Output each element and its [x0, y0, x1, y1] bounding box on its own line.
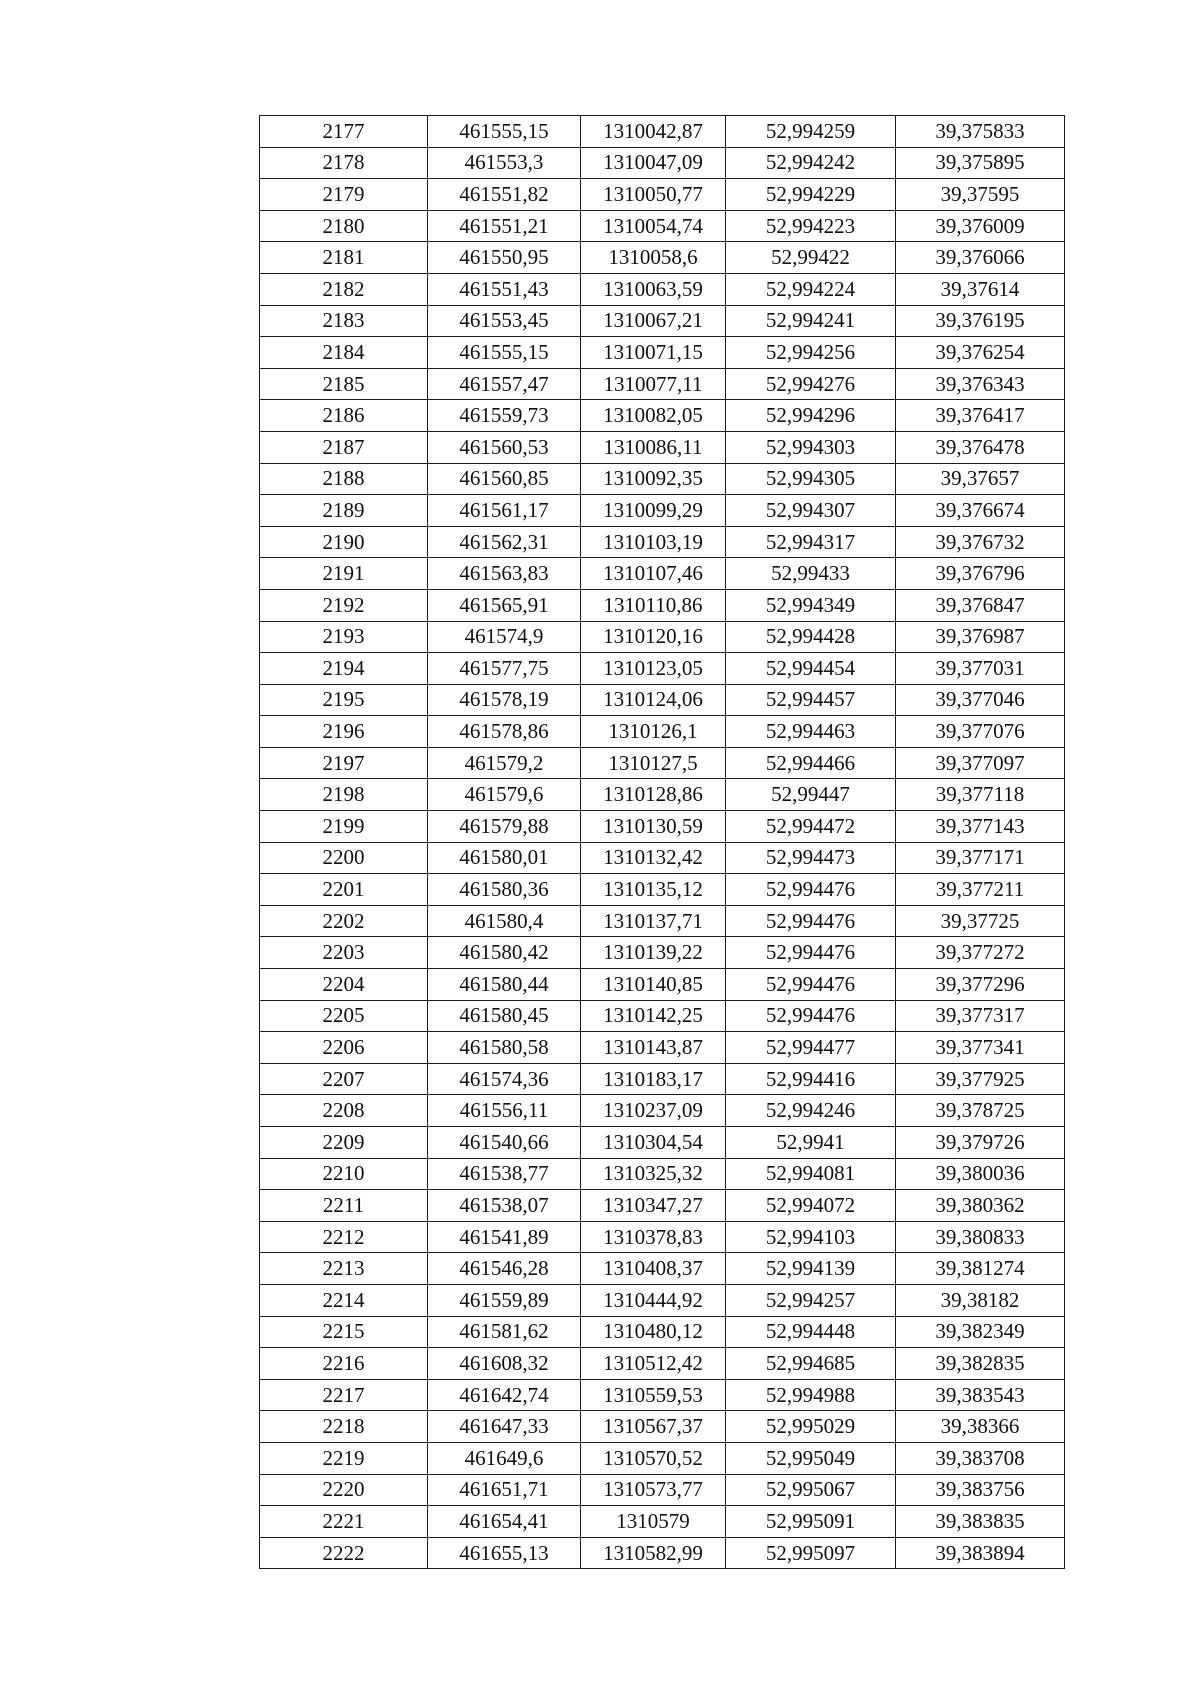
point-number-cell: 2221	[260, 1506, 428, 1538]
table-row	[260, 1411, 1065, 1443]
latitude-cell: 52,995091	[726, 1506, 896, 1538]
longitude-cell: 39,376254	[896, 337, 1065, 369]
y-coordinate-cell: 1310042,87	[581, 116, 726, 148]
y-coordinate-cell: 1310579	[581, 1506, 726, 1538]
latitude-cell: 52,994259	[726, 116, 896, 148]
x-coordinate-cell: 461562,31	[428, 526, 581, 558]
point-number-cell: 2194	[260, 653, 428, 685]
latitude-cell: 52,994242	[726, 147, 896, 179]
latitude-cell: 52,994476	[726, 905, 896, 937]
point-number-cell: 2184	[260, 337, 428, 369]
point-number-cell: 2204	[260, 969, 428, 1001]
longitude-cell: 39,37657	[896, 463, 1065, 495]
longitude-cell: 39,383543	[896, 1379, 1065, 1411]
y-coordinate-cell: 1310304,54	[581, 1127, 726, 1159]
x-coordinate-cell: 461546,28	[428, 1253, 581, 1285]
latitude-cell: 52,994081	[726, 1158, 896, 1190]
x-coordinate-cell: 461538,07	[428, 1190, 581, 1222]
x-coordinate-cell: 461579,2	[428, 747, 581, 779]
longitude-cell: 39,382349	[896, 1316, 1065, 1348]
x-coordinate-cell: 461551,21	[428, 210, 581, 242]
latitude-cell: 52,994307	[726, 495, 896, 527]
longitude-cell: 39,376987	[896, 621, 1065, 653]
longitude-cell: 39,377317	[896, 1000, 1065, 1032]
x-coordinate-cell: 461579,88	[428, 811, 581, 843]
point-number-cell: 2196	[260, 716, 428, 748]
y-coordinate-cell: 1310325,32	[581, 1158, 726, 1190]
table-row	[260, 431, 1065, 463]
table-row	[260, 179, 1065, 211]
x-coordinate-cell: 461559,73	[428, 400, 581, 432]
x-coordinate-cell: 461580,42	[428, 937, 581, 969]
point-number-cell: 2211	[260, 1190, 428, 1222]
table-row	[260, 337, 1065, 369]
coordinates-table-body	[260, 116, 1065, 1569]
table-row	[260, 368, 1065, 400]
table-row	[260, 1442, 1065, 1474]
longitude-cell: 39,377296	[896, 969, 1065, 1001]
y-coordinate-cell: 1310140,85	[581, 969, 726, 1001]
x-coordinate-cell: 461555,15	[428, 116, 581, 148]
point-number-cell: 2182	[260, 273, 428, 305]
y-coordinate-cell: 1310123,05	[581, 653, 726, 685]
y-coordinate-cell: 1310092,35	[581, 463, 726, 495]
x-coordinate-cell: 461560,53	[428, 431, 581, 463]
y-coordinate-cell: 1310143,87	[581, 1032, 726, 1064]
longitude-cell: 39,37614	[896, 273, 1065, 305]
x-coordinate-cell: 461559,89	[428, 1284, 581, 1316]
point-number-cell: 2178	[260, 147, 428, 179]
x-coordinate-cell: 461550,95	[428, 242, 581, 274]
latitude-cell: 52,994463	[726, 716, 896, 748]
point-number-cell: 2183	[260, 305, 428, 337]
y-coordinate-cell: 1310063,59	[581, 273, 726, 305]
latitude-cell: 52,994472	[726, 811, 896, 843]
latitude-cell: 52,994457	[726, 684, 896, 716]
table-row	[260, 684, 1065, 716]
point-number-cell: 2213	[260, 1253, 428, 1285]
x-coordinate-cell: 461538,77	[428, 1158, 581, 1190]
latitude-cell: 52,994223	[726, 210, 896, 242]
latitude-cell: 52,994224	[726, 273, 896, 305]
latitude-cell: 52,995097	[726, 1537, 896, 1569]
table-row	[260, 969, 1065, 1001]
longitude-cell: 39,375833	[896, 116, 1065, 148]
x-coordinate-cell: 461556,11	[428, 1095, 581, 1127]
x-coordinate-cell: 461561,17	[428, 495, 581, 527]
latitude-cell: 52,994276	[726, 368, 896, 400]
point-number-cell: 2198	[260, 779, 428, 811]
y-coordinate-cell: 1310067,21	[581, 305, 726, 337]
y-coordinate-cell: 1310183,17	[581, 1063, 726, 1095]
longitude-cell: 39,375895	[896, 147, 1065, 179]
y-coordinate-cell: 1310071,15	[581, 337, 726, 369]
x-coordinate-cell: 461553,45	[428, 305, 581, 337]
y-coordinate-cell: 1310120,16	[581, 621, 726, 653]
x-coordinate-cell: 461579,6	[428, 779, 581, 811]
longitude-cell: 39,383835	[896, 1506, 1065, 1538]
y-coordinate-cell: 1310127,5	[581, 747, 726, 779]
y-coordinate-cell: 1310582,99	[581, 1537, 726, 1569]
point-number-cell: 2217	[260, 1379, 428, 1411]
x-coordinate-cell: 461580,45	[428, 1000, 581, 1032]
point-number-cell: 2177	[260, 116, 428, 148]
longitude-cell: 39,376195	[896, 305, 1065, 337]
table-row	[260, 1348, 1065, 1380]
point-number-cell: 2208	[260, 1095, 428, 1127]
y-coordinate-cell: 1310142,25	[581, 1000, 726, 1032]
latitude-cell: 52,9941	[726, 1127, 896, 1159]
longitude-cell: 39,376674	[896, 495, 1065, 527]
table-row	[260, 1127, 1065, 1159]
x-coordinate-cell: 461574,36	[428, 1063, 581, 1095]
table-row	[260, 526, 1065, 558]
longitude-cell: 39,377143	[896, 811, 1065, 843]
longitude-cell: 39,376066	[896, 242, 1065, 274]
y-coordinate-cell: 1310099,29	[581, 495, 726, 527]
point-number-cell: 2220	[260, 1474, 428, 1506]
latitude-cell: 52,994476	[726, 874, 896, 906]
longitude-cell: 39,377171	[896, 842, 1065, 874]
latitude-cell: 52,994988	[726, 1379, 896, 1411]
point-number-cell: 2199	[260, 811, 428, 843]
x-coordinate-cell: 461574,9	[428, 621, 581, 653]
longitude-cell: 39,381274	[896, 1253, 1065, 1285]
table-row	[260, 1474, 1065, 1506]
x-coordinate-cell: 461541,89	[428, 1221, 581, 1253]
latitude-cell: 52,994476	[726, 969, 896, 1001]
x-coordinate-cell: 461557,47	[428, 368, 581, 400]
table-row	[260, 937, 1065, 969]
longitude-cell: 39,376732	[896, 526, 1065, 558]
latitude-cell: 52,994256	[726, 337, 896, 369]
latitude-cell: 52,994317	[726, 526, 896, 558]
table-row	[260, 842, 1065, 874]
latitude-cell: 52,994139	[726, 1253, 896, 1285]
point-number-cell: 2203	[260, 937, 428, 969]
coordinates-table	[259, 115, 1065, 1569]
y-coordinate-cell: 1310058,6	[581, 242, 726, 274]
latitude-cell: 52,995049	[726, 1442, 896, 1474]
longitude-cell: 39,377118	[896, 779, 1065, 811]
point-number-cell: 2188	[260, 463, 428, 495]
longitude-cell: 39,377031	[896, 653, 1065, 685]
x-coordinate-cell: 461551,43	[428, 273, 581, 305]
table-row	[260, 1000, 1065, 1032]
table-row	[260, 589, 1065, 621]
x-coordinate-cell: 461553,3	[428, 147, 581, 179]
x-coordinate-cell: 461578,86	[428, 716, 581, 748]
point-number-cell: 2209	[260, 1127, 428, 1159]
table-row	[260, 558, 1065, 590]
table-row	[260, 1032, 1065, 1064]
point-number-cell: 2189	[260, 495, 428, 527]
longitude-cell: 39,376343	[896, 368, 1065, 400]
point-number-cell: 2212	[260, 1221, 428, 1253]
y-coordinate-cell: 1310128,86	[581, 779, 726, 811]
longitude-cell: 39,383708	[896, 1442, 1065, 1474]
longitude-cell: 39,377272	[896, 937, 1065, 969]
table-row	[260, 1063, 1065, 1095]
latitude-cell: 52,994454	[726, 653, 896, 685]
x-coordinate-cell: 461565,91	[428, 589, 581, 621]
point-number-cell: 2193	[260, 621, 428, 653]
latitude-cell: 52,994476	[726, 1000, 896, 1032]
x-coordinate-cell: 461581,62	[428, 1316, 581, 1348]
longitude-cell: 39,376847	[896, 589, 1065, 621]
y-coordinate-cell: 1310077,11	[581, 368, 726, 400]
point-number-cell: 2179	[260, 179, 428, 211]
point-number-cell: 2186	[260, 400, 428, 432]
y-coordinate-cell: 1310047,09	[581, 147, 726, 179]
longitude-cell: 39,382835	[896, 1348, 1065, 1380]
point-number-cell: 2190	[260, 526, 428, 558]
y-coordinate-cell: 1310107,46	[581, 558, 726, 590]
point-number-cell: 2219	[260, 1442, 428, 1474]
longitude-cell: 39,376417	[896, 400, 1065, 432]
table-row	[260, 1190, 1065, 1222]
latitude-cell: 52,994466	[726, 747, 896, 779]
latitude-cell: 52,994229	[726, 179, 896, 211]
x-coordinate-cell: 461578,19	[428, 684, 581, 716]
longitude-cell: 39,378725	[896, 1095, 1065, 1127]
point-number-cell: 2191	[260, 558, 428, 590]
latitude-cell: 52,994476	[726, 937, 896, 969]
x-coordinate-cell: 461577,75	[428, 653, 581, 685]
table-row	[260, 1537, 1065, 1569]
point-number-cell: 2207	[260, 1063, 428, 1095]
longitude-cell: 39,383756	[896, 1474, 1065, 1506]
latitude-cell: 52,99447	[726, 779, 896, 811]
x-coordinate-cell: 461580,01	[428, 842, 581, 874]
longitude-cell: 39,377046	[896, 684, 1065, 716]
table-row	[260, 210, 1065, 242]
longitude-cell: 39,380036	[896, 1158, 1065, 1190]
longitude-cell: 39,38182	[896, 1284, 1065, 1316]
x-coordinate-cell: 461608,32	[428, 1348, 581, 1380]
x-coordinate-cell: 461551,82	[428, 179, 581, 211]
longitude-cell: 39,380362	[896, 1190, 1065, 1222]
table-row	[260, 147, 1065, 179]
x-coordinate-cell: 461580,58	[428, 1032, 581, 1064]
latitude-cell: 52,995029	[726, 1411, 896, 1443]
table-row	[260, 463, 1065, 495]
latitude-cell: 52,99422	[726, 242, 896, 274]
latitude-cell: 52,995067	[726, 1474, 896, 1506]
latitude-cell: 52,994246	[726, 1095, 896, 1127]
y-coordinate-cell: 1310124,06	[581, 684, 726, 716]
point-number-cell: 2181	[260, 242, 428, 274]
latitude-cell: 52,994685	[726, 1348, 896, 1380]
x-coordinate-cell: 461649,6	[428, 1442, 581, 1474]
longitude-cell: 39,376478	[896, 431, 1065, 463]
x-coordinate-cell: 461555,15	[428, 337, 581, 369]
point-number-cell: 2216	[260, 1348, 428, 1380]
latitude-cell: 52,994305	[726, 463, 896, 495]
latitude-cell: 52,994448	[726, 1316, 896, 1348]
x-coordinate-cell: 461642,74	[428, 1379, 581, 1411]
x-coordinate-cell: 461580,36	[428, 874, 581, 906]
y-coordinate-cell: 1310082,05	[581, 400, 726, 432]
longitude-cell: 39,383894	[896, 1537, 1065, 1569]
latitude-cell: 52,994241	[726, 305, 896, 337]
point-number-cell: 2192	[260, 589, 428, 621]
latitude-cell: 52,994103	[726, 1221, 896, 1253]
y-coordinate-cell: 1310103,19	[581, 526, 726, 558]
table-row	[260, 905, 1065, 937]
y-coordinate-cell: 1310512,42	[581, 1348, 726, 1380]
table-row	[260, 1253, 1065, 1285]
table-row	[260, 811, 1065, 843]
table-row	[260, 1316, 1065, 1348]
longitude-cell: 39,376796	[896, 558, 1065, 590]
y-coordinate-cell: 1310573,77	[581, 1474, 726, 1506]
point-number-cell: 2200	[260, 842, 428, 874]
x-coordinate-cell: 461580,44	[428, 969, 581, 1001]
y-coordinate-cell: 1310050,77	[581, 179, 726, 211]
latitude-cell: 52,994257	[726, 1284, 896, 1316]
table-row	[260, 1221, 1065, 1253]
table-row	[260, 1506, 1065, 1538]
table-row	[260, 621, 1065, 653]
point-number-cell: 2214	[260, 1284, 428, 1316]
x-coordinate-cell: 461654,41	[428, 1506, 581, 1538]
y-coordinate-cell: 1310086,11	[581, 431, 726, 463]
latitude-cell: 52,994072	[726, 1190, 896, 1222]
longitude-cell: 39,377341	[896, 1032, 1065, 1064]
table-row	[260, 1095, 1065, 1127]
y-coordinate-cell: 1310135,12	[581, 874, 726, 906]
longitude-cell: 39,377076	[896, 716, 1065, 748]
point-number-cell: 2180	[260, 210, 428, 242]
longitude-cell: 39,37725	[896, 905, 1065, 937]
longitude-cell: 39,380833	[896, 1221, 1065, 1253]
y-coordinate-cell: 1310139,22	[581, 937, 726, 969]
point-number-cell: 2215	[260, 1316, 428, 1348]
y-coordinate-cell: 1310444,92	[581, 1284, 726, 1316]
latitude-cell: 52,994349	[726, 589, 896, 621]
point-number-cell: 2205	[260, 1000, 428, 1032]
y-coordinate-cell: 1310126,1	[581, 716, 726, 748]
y-coordinate-cell: 1310567,37	[581, 1411, 726, 1443]
x-coordinate-cell: 461560,85	[428, 463, 581, 495]
x-coordinate-cell: 461580,4	[428, 905, 581, 937]
table-row	[260, 305, 1065, 337]
point-number-cell: 2210	[260, 1158, 428, 1190]
point-number-cell: 2197	[260, 747, 428, 779]
y-coordinate-cell: 1310378,83	[581, 1221, 726, 1253]
table-row	[260, 1284, 1065, 1316]
longitude-cell: 39,37595	[896, 179, 1065, 211]
table-row	[260, 495, 1065, 527]
longitude-cell: 39,38366	[896, 1411, 1065, 1443]
y-coordinate-cell: 1310570,52	[581, 1442, 726, 1474]
table-row	[260, 747, 1065, 779]
y-coordinate-cell: 1310237,09	[581, 1095, 726, 1127]
longitude-cell: 39,377211	[896, 874, 1065, 906]
table-row	[260, 1158, 1065, 1190]
point-number-cell: 2218	[260, 1411, 428, 1443]
latitude-cell: 52,994473	[726, 842, 896, 874]
x-coordinate-cell: 461655,13	[428, 1537, 581, 1569]
y-coordinate-cell: 1310480,12	[581, 1316, 726, 1348]
latitude-cell: 52,994416	[726, 1063, 896, 1095]
y-coordinate-cell: 1310137,71	[581, 905, 726, 937]
y-coordinate-cell: 1310347,27	[581, 1190, 726, 1222]
latitude-cell: 52,994303	[726, 431, 896, 463]
y-coordinate-cell: 1310559,53	[581, 1379, 726, 1411]
y-coordinate-cell: 1310110,86	[581, 589, 726, 621]
y-coordinate-cell: 1310408,37	[581, 1253, 726, 1285]
table-row	[260, 653, 1065, 685]
point-number-cell: 2222	[260, 1537, 428, 1569]
point-number-cell: 2195	[260, 684, 428, 716]
latitude-cell: 52,994428	[726, 621, 896, 653]
point-number-cell: 2202	[260, 905, 428, 937]
x-coordinate-cell: 461647,33	[428, 1411, 581, 1443]
longitude-cell: 39,376009	[896, 210, 1065, 242]
x-coordinate-cell: 461540,66	[428, 1127, 581, 1159]
y-coordinate-cell: 1310054,74	[581, 210, 726, 242]
point-number-cell: 2187	[260, 431, 428, 463]
table-row	[260, 779, 1065, 811]
point-number-cell: 2185	[260, 368, 428, 400]
point-number-cell: 2206	[260, 1032, 428, 1064]
latitude-cell: 52,99433	[726, 558, 896, 590]
latitude-cell: 52,994296	[726, 400, 896, 432]
table-row	[260, 242, 1065, 274]
longitude-cell: 39,379726	[896, 1127, 1065, 1159]
table-row	[260, 716, 1065, 748]
latitude-cell: 52,994477	[726, 1032, 896, 1064]
x-coordinate-cell: 461651,71	[428, 1474, 581, 1506]
table-row	[260, 273, 1065, 305]
y-coordinate-cell: 1310132,42	[581, 842, 726, 874]
x-coordinate-cell: 461563,83	[428, 558, 581, 590]
table-row	[260, 1379, 1065, 1411]
table-row	[260, 400, 1065, 432]
longitude-cell: 39,377097	[896, 747, 1065, 779]
point-number-cell: 2201	[260, 874, 428, 906]
y-coordinate-cell: 1310130,59	[581, 811, 726, 843]
longitude-cell: 39,377925	[896, 1063, 1065, 1095]
table-row	[260, 874, 1065, 906]
table-row	[260, 116, 1065, 148]
